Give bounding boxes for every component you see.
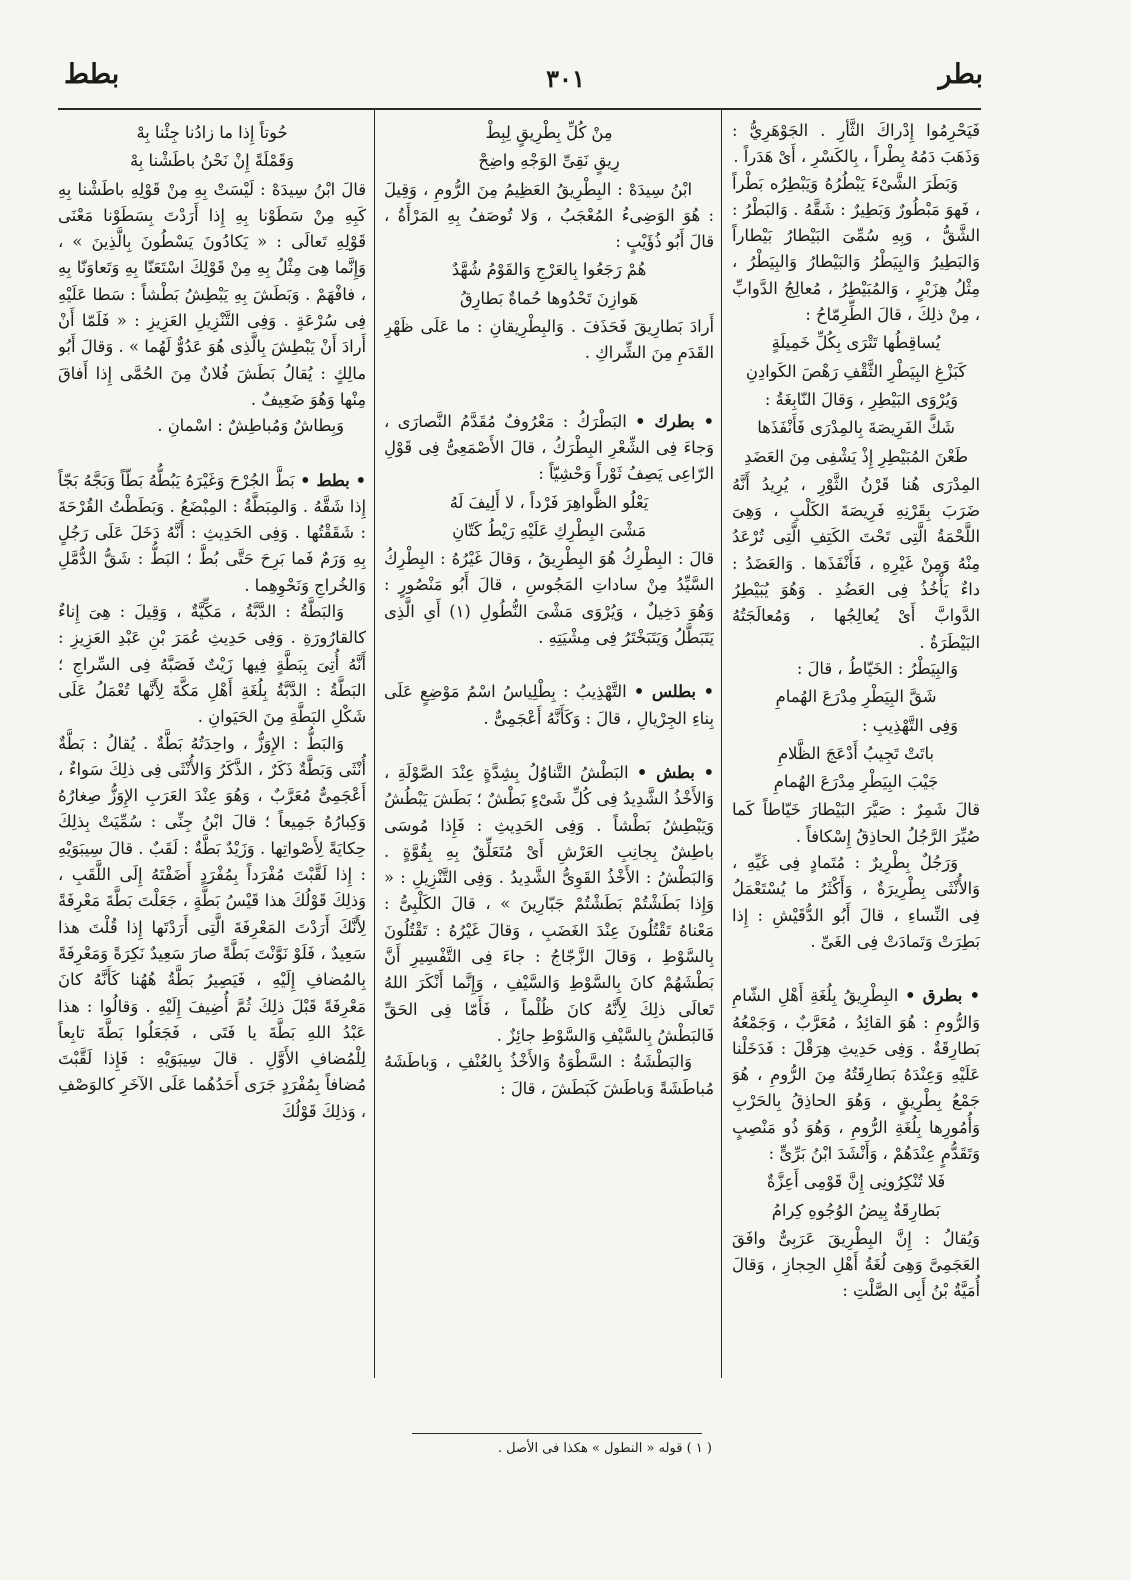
headword: • بطرك • xyxy=(635,411,714,431)
headword: • بطش • xyxy=(636,762,714,782)
verse-line: طَعْنَ المُبَيْطِرِ إِذْ يَشْفِى مِنَ العَضَدِ xyxy=(744,446,968,466)
text-paragraph: ابْنُ سِيدَهْ : البِطْرِيقُ العَظِيمُ مِنَ الرُّومِ ، وَقِيلَ : هُوَ الوَضِىءُ المُعْجَبُ ، وَلا تُوصَفُ بِهِ المَرْأَةُ ، قالَ أَبُو ذُؤَيْبٍ : xyxy=(384,179,714,252)
entry-batraq xyxy=(732,983,980,1167)
entry-batrak xyxy=(384,409,714,488)
verse-line: يَعْلُو الظَّواهِرَ فَرْداً ، لا أَلِيفَ لَهُ xyxy=(449,492,649,512)
text-line: وَالبِيَطْرُ : الخَيّاطُ ، قالَ : xyxy=(796,658,958,678)
verse-line: بَطارِقَةٌ بِيضُ الوُجُوهِ كِرامُ xyxy=(771,1200,941,1220)
header-rule xyxy=(58,108,981,110)
verse-line: شَكَّ الفَرِيصَةَ بِالمِدْرَى فَأَنْفَذَها xyxy=(757,418,955,438)
text-paragraph: قالَ ابْنُ سِيدَهْ : لَيْسَتْ بِهِ مِنْ قَوْلِهِ باطَشْنا بِهِ كَبِهِ مِنْ سَطَوْنا بِهِ إِذا أَرَدْتَ بِسَطَوْنا مَعْنَى قَوْلِهِ تَعالَى : « يَكادُونَ يَسْطُونَ بِالَّذِينَ » ، وَإِنَّما هِىَ مِثْلُ بِهِ مِنْ قَوْلِكَ اسْتَعَنّا بِهِ وَتَعاوَنّا بِهِ ، فافْهَمْ . وَبَطَشَ بِهِ يَبْطِشُ بَطْشاً : سَطا عَلَيْهِ فِى سُرْعَةٍ . وَفِى التَّنْزِيلِ العَزِيزِ : « فَلَمّا أَنْ أَرادَ أَنْ يَبْطِشَ بِالَّذِى هُوَ عَدُوٌّ لَهُما » . وَقالَ أَبُو مالِكٍ : يُقالُ بَطَشَ فُلانٌ مِنَ الحُمَّى إِذا أَفاقَ مِنْها وَهُوَ ضَعِيفٌ . xyxy=(58,179,366,409)
entry-batt xyxy=(58,468,366,599)
verse-line: جَيْبَ البِيَطْرِ مِدْرَعَ الهُمامِ xyxy=(773,772,939,792)
verse-line: باتَتْ تَجِيبُ أَدْعَجَ الظَّلامِ xyxy=(777,743,935,763)
verse-line: رِيقٍ نَقِىِّ الوَجْهِ واضِحْ xyxy=(478,151,620,171)
text-paragraph: وَيُقالُ : إِنَّ البِطْرِيقَ عَرَبِىٌّ وافَقَ العَجَمِىَّ وَهِىَ لُغَةُ أَهْلِ الحِجازِ ، وَقالَ أُمَيَّةُ بْنُ أَبِى الصَّلْتِ : xyxy=(732,1228,980,1301)
text-paragraph: أَرادَ بَطارِيقَ فَحَذَفَ . وَالبِطْرِيقانِ : ما عَلَى ظَهْرِ القَدَمِ مِنَ الشِّراكِ . xyxy=(384,317,714,363)
text-paragraph: قالَ شَمِرٌ : صَيَّرَ البَيْطارَ خَيّاطاً كَما صُيِّرَ الرَّجُلُ الحاذِقُ إِسْكافاً . xyxy=(732,800,980,846)
verse-line: وَقَمْلَةً إِنْ نَحْنُ باطَشْنا بِهْ xyxy=(130,151,294,171)
verse-line: حُوتاً إِذا ما زادُنا جِئْنا بِهْ xyxy=(136,123,288,142)
entry-text: البَطْشُ التَّناوُلُ بِشِدَّةٍ عِنْدَ الصَّوْلَةِ ، وَالأَخْذُ الشَّدِيدُ فِى كُلِّ شَىْءٍ بَطْشٌ ؛ بَطَشَ يَبْطُشُ وَيَبْطِشُ بَطْشاً . وَفِى الحَدِيثِ : فَإِذا مُوسَى باطِشٌ بِجانِبِ العَرْشِ أَىْ مُتَعَلِّقٌ بِهِ بِقُوَّةٍ . وَالبَطْشُ : الأَخْذُ القَوِىُّ الشَّدِيدُ . وَفِى التَّنْزِيلِ : « وَإِذا بَطَشْتُمْ بَطَشْتُمْ جَبّارِينَ » ، قالَ الكَلْبِىُّ : مَعْناهُ تَقْتُلُونَ عِنْدَ الغَضَبِ ، وَقالَ غَيْرُهُ : تَقْتُلُونَ بِالسَّوْطِ ، وَقالَ الزَّجّاجُ : جاءَ فِى التَّفْسِيرِ أَنَّ بَطْشَهُمْ كانَ بِالسَّوْطِ وَالسَّيْفِ ، وَإِنَّما أَنْكَرَ اللهُ تَعالَى ذلِكَ لِأَنَّهُ كانَ ظُلْماً ، فَأَمّا فِى الحَقِّ فَالبَطْشُ بِالسَّيْفِ وَالسَّوْطِ جائِزٌ . xyxy=(384,762,714,1045)
headword: • بطط • xyxy=(300,470,366,490)
text-line: فَيَحْرِمُوا إِدْراكَ الثَّأْرِ . الجَوْهَرِيُّ : وَذَهَبَ دَمُهُ بِطْراً ، بِالكَسْرِ ، أَىْ هَدَراً . xyxy=(732,121,980,167)
verse-line: كَبَزْغِ البِيَطْرِ الثَّقْفِ رَهْصَ الكَوادِنِ xyxy=(745,361,967,381)
column-divider-left xyxy=(374,108,375,1378)
verse-line: مَشْىَ البِطْرِكِ عَلَيْهِ رَيْطُ كَتّانِ xyxy=(452,520,646,540)
entry-text: البَطْرَكُ : مَعْرُوفٌ مُقَدَّمُ النَّصارَى ، وَجاءَ فِى الشِّعْرِ البِطْرَكُ ، قالَ الأَصْمَعِىُّ فِى قَوْلِ الرّاعِى يَصِفُ ثَوْراً وَحْشِيّاً : xyxy=(384,411,714,484)
text-paragraph: وَرَجُلٌ بِطْرِيرٌ : مُتَمادٍ فِى غَيِّهِ ، وَالأُنْثَى بِطْرِيرَةٌ ، وَأَكْثَرُ ما يُسْتَعْمَلُ فِى النِّساءِ ، قالَ أَبُو الدُّقَيْشِ : إِذا بَطِرَتْ وَتَمادَتْ فِى الغَىِّ . xyxy=(732,853,980,951)
headword: • بطلس • xyxy=(633,682,714,702)
page-number: ٣٠١ xyxy=(546,64,585,93)
verse-line: يُساقِطُها تَتْرَى بِكُلِّ خَمِيلَةٍ xyxy=(771,333,941,353)
column-left xyxy=(58,118,366,1368)
text-line: وَيُرْوَى البَيْطِرِ ، وَقالَ النّابِغَةُ : xyxy=(764,389,958,409)
entry-text: التَّهْذِيبُ : بِطْلِياسُ اسْمُ مَوْضِعٍ عَلَى بِناءِ الجِرْيالِ ، قالَ : وَكَأَنَّهُ أَعْجَمِىٌّ . xyxy=(384,682,714,728)
entry-text: بَطَّ الجُرْحَ وَغَيْرَهُ يَبُطُّهُ بَطّاً وَبَجَّهُ بَجّاً إِذا شَقَّهُ . وَالمِبَطَّةُ : المِبْضَعُ . وَبَطَطْتُ القُرْحَةَ : شَقَقْتُها . وَفِى الحَدِيثِ : أَنَّهُ دَخَلَ عَلَى رَجُلٍ بِهِ وَرَمٌ فَما بَرِحَ حَتَّى بُطَّ ؛ البَطُّ : شَقُّ الدُّمَّلِ وَالخُراجِ وَنَحْوِهِما . xyxy=(58,470,366,595)
entry-batsh xyxy=(384,760,714,1049)
text-paragraph: وَالبَطْشَةُ : السَّطْوَةُ وَالأَخْذُ بِالعُنْفِ ، وَباطَشَهُ مُباطَشَةً وَباطَشَ كَبَطَشَ ، قالَ : xyxy=(384,1052,714,1098)
text-line: وَفِى التَّهْذِيبِ : xyxy=(861,715,958,735)
footnote: ( ١ ) قوله « النطول » هكذا فى الأصل . xyxy=(497,1441,712,1456)
entry-text: البِطْرِيقُ بِلُغَةِ أَهْلِ الشّامِ وَالرُّومِ : هُوَ القائِدُ ، مُعَرَّبٌ ، وَجَمْعُهُ بَطارِقَةٌ . وَفِى حَدِيثِ هِرَقْلَ : فَدَخَلْنا عَلَيْهِ وَعِنْدَهُ بَطارِقَتُهُ مِنَ الرُّومِ ، هُوَ جَمْعُ بِطْرِيقٍ ، وَهُوَ الحاذِقُ بِالحَرْبِ وَأُمُورِها بِلُغَةِ الرُّومِ ، وَهُوَ ذُو مَنْصِبٍ وَتَقَدُّمٍ عِنْدَهُمْ ، وَأَنْشَدَ ابْنُ بَرِّىٍّ : xyxy=(732,986,980,1163)
entry-batlis xyxy=(384,679,714,732)
column-right xyxy=(732,118,980,1368)
footnote-rule xyxy=(412,1433,702,1434)
text-paragraph: قالَ : البِطْرِكُ هُوَ البِطْرِيقُ ، وَقالَ غَيْرُهُ : البِطْرِكُ السَّيِّدُ مِنْ ساداتِ المَجُوسِ ، قالَ أَبُو مَنْصُورٍ : وَهُوَ دَخِيلٌ ، وَيُرْوَى مَشْىَ النُّطُولِ (١) أَىِ الَّذِى يَتَبَطَّلُ وَيَتَبَخْتَرُ فِى مِشْيَتِهِ . xyxy=(384,549,714,648)
text-paragraph: المِدْرَى هُنا قَرْنُ الثَّوْرِ ، يُرِيدُ أَنَّهُ ضَرَبَ بِقَرْنِهِ فَرِيصَةَ الكَلْبِ ، وَهِىَ اللَّحْمَةُ الَّتِى تَحْتَ الكَتِفِ الَّتِى تُرْعَدُ مِنْهُ وَمِنْ غَيْرِهِ ، فَأَنْفَذَها . وَالعَضَدُ : داءٌ يَأْخُذُ فِى العَضُدِ . وَهُوَ يُبَيْطِرُ الدَّوابَّ أَىْ يُعالِجُها ، وَمُعالَجَتُهُ البَيْطَرَةُ . xyxy=(732,474,980,652)
header-right-word: بطر xyxy=(938,59,983,90)
text-paragraph: وَالبَطُّ : الإِوَزُّ ، واحِدَتُهُ بَطَّةٌ . يُقالُ : بَطَّةٌ أُنْثَى وَبَطَّةٌ ذَكَرٌ ، الذَّكَرُ وَالأُنْثَى فِى ذلِكَ سَواءٌ ، أَعْجَمِىٌّ مُعَرَّبٌ ، وَهُوَ عِنْدَ العَرَبِ الإِوَزُّ صِغارُهُ وَكِبارُهُ جَمِيعاً ؛ قالَ ابْنُ جِنِّى : سُمِّيَتْ بِذلِكَ حِكايَةً لِأَصْواتِها . وَزَيْدٌ بَطَّةٌ : لَقَبٌ . قالَ سِيبَوَيْهِ : إِذا لَقَّبْتَ مُفْرَداً بِمُفْرَدٍ أَضَفْتَهُ إِلَى اللَّقَبِ ، وَذلِكَ قَوْلُكَ هذا قَيْسُ بَطَّةٍ ، جَعَلْتَ بَطَّةَ مَعْرِفَةً لِأَنَّكَ أَرَدْتَ المَعْرِفَةَ الَّتِى أَرَدْتَها إِذا قُلْتَ هذا سَعِيدٌ ، فَلَوْ نَوَّنْتَ بَطَّةً صارَ سَعِيدٌ نَكِرَةً وَمَعْرِفَةً بِالمُضافِ إِلَيْهِ ، فَيَصِيرُ بَطَّةُ هُهُنا كَأَنَّهُ كانَ مَعْرِفَةً قَبْلَ ذلِكَ ثُمَّ أُضِيفَ إِلَيْهِ . وَقالُوا : هذا عَبْدُ اللهِ بَطَّةَ يا فَتَى ، فَجَعَلُوا بَطَّةَ تابِعاً لِلْمُضافِ الأَوَّلِ . قالَ سِيبَوَيْهِ : فَإِذا لَقَّبْتَ مُضافاً بِمُفْرَدٍ جَرَى أَحَدُهُما عَلَى الآخَرِ كالوَصْفِ ، وَذلِكَ قَوْلُكَ xyxy=(58,733,366,1121)
text-paragraph: وَالبَطَّةُ : الدَّبَّةُ ، مَكِّيَّةٌ ، وَقِيلَ : هِىَ إِناءٌ كالقارُورَةِ . وَفِى حَدِيثِ عُمَرَ بْنِ عَبْدِ العَزِيزِ : أَنَّهُ أُتِىَ بِبَطَّةٍ فِيها زَيْتٌ فَصَبَّهُ فِى السِّراجِ ؛ البَطَّةُ : الدَّبَّةُ بِلُغَةِ أَهْلِ مَكَّةَ لِأَنَّها تُعْمَلُ عَلَى شَكْلِ البَطَّةِ مِنَ الحَيَوانِ . xyxy=(58,602,366,727)
column-divider-right xyxy=(721,108,722,1378)
text-line: وَبِطاشٌ وَمُباطِشٌ : اسْمانِ . xyxy=(157,416,344,436)
header-left-word: بطط xyxy=(64,59,120,90)
verse-line: هَوازِنَ تَحْدُوها حُماةٌ بَطارِقُ xyxy=(459,288,639,308)
column-middle xyxy=(384,118,714,1368)
verse-line: فَلا تُنْكِرُونِى إِنَّ قَوْمِى أَعِزَّةٌ xyxy=(766,1172,946,1192)
verse-line: شَقَّ البِيَطْرِ مِدْرَعَ الهُمامِ xyxy=(775,687,937,707)
verse-line: مِنْ كُلِّ بِطْرِيقٍ لِبِطْ xyxy=(485,123,613,142)
text-paragraph: وَبَطَرَ الشَّىْءَ يَبْطُرُهُ وَيَبْطِرُه بَطْراً ، فَهوَ مَبْطُورٌ وَبَطِيرٌ : شَقَّهُ . وَالبَطْرُ : الشَّقُّ ، وَبِهِ سُمِّىَ البَيْطارُ بَيْطاراً وَالبَطِيرُ وَالبِيَطْرُ وَالبَيْطارُ وَالبِيَطْرُ ، مِثْلُ هِزَبْرٍ ، وَالمُبَيْطِرُ ، مُعالِجُ الدَّوابِّ ، مِنْ ذلِكَ ، قالَ الطِّرِمّاحُ : xyxy=(732,173,980,325)
headword: • بطرق • xyxy=(905,986,980,1006)
verse-line: هُمْ رَجَعُوا بِالعَرْجِ وَالقَوْمُ شُهَّدٌ xyxy=(451,260,647,280)
